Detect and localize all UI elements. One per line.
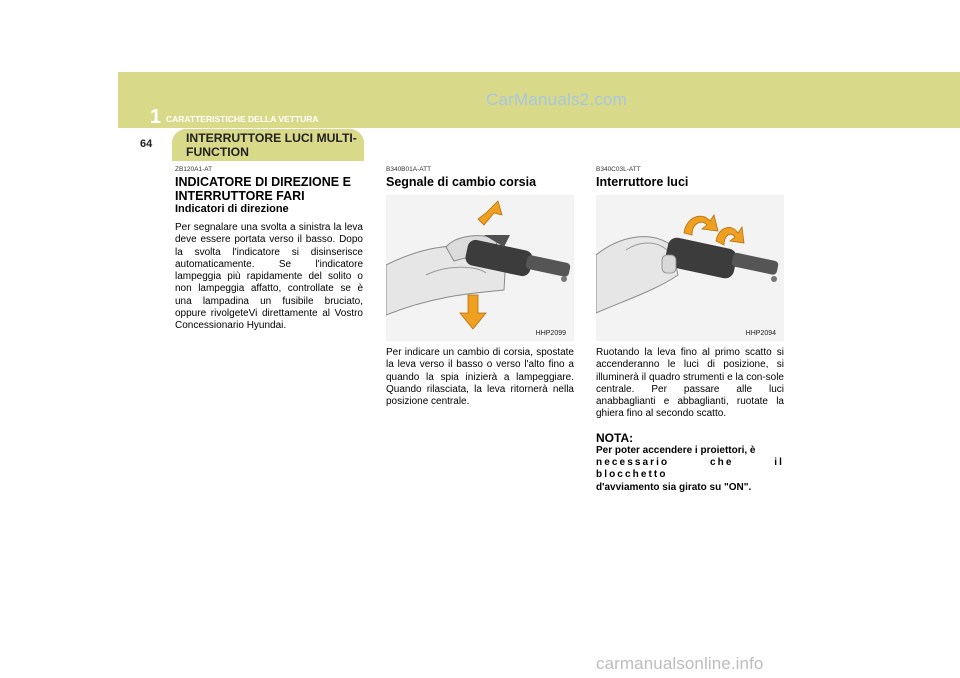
- chapter-number: 1: [150, 106, 162, 128]
- body-text: Per segnalare una svolta a sinistra la leva deve essere portata verso il basso. Dopo la svolta l'indicatore si disinserisce automaticamente. Se l'indicatore lampeggia più rapidamente del solito o non lampeggia affatto, controllate se è una lampadina un fusibile bruciato, oppure rivolgeteVi direttamente al Vostro Concessionario Hyundai.: [175, 222, 363, 332]
- section-title: INTERRUTTORE LUCI MULTI-FUNCTION: [186, 131, 357, 159]
- hand-rotating-stalk-illustration: [596, 195, 784, 341]
- subheading: Indicatori di direzione: [175, 203, 289, 215]
- note-text-line: necessario che il blocchetto: [596, 457, 784, 481]
- column-lane-change: [386, 166, 574, 408]
- image-label: HHP2094: [745, 330, 776, 337]
- heading: Segnale di cambio corsia: [386, 175, 537, 189]
- heading: Interruttore luci: [596, 175, 689, 189]
- heading: INDICATORE DI DIREZIONE E INTERRUTTORE FARI: [175, 175, 351, 203]
- watermark-top[interactable]: CarManuals2.com: [486, 90, 627, 109]
- stalk-rotation-illustration: [596, 195, 784, 341]
- note-text-line: Per poter accendere i proiettori, è: [596, 444, 756, 456]
- watermark-bottom[interactable]: carmanualsonline.info: [596, 654, 764, 673]
- column-turn-signals: [175, 166, 363, 333]
- hand-on-stalk-illustration: [386, 195, 574, 341]
- chapter-title: CARATTERISTICHE DELLA VETTURA: [166, 114, 319, 124]
- column-light-switch: [596, 166, 784, 494]
- image-label: HHP2099: [535, 330, 566, 337]
- body-text: Per indicare un cambio di corsia, spostate la leva verso il basso o verso l'alto fino a quando la spia inizierà a lampeggiare. Quando rilasciata, la leva ritornerà nella posizione centrale.: [386, 347, 574, 408]
- stalk-illustration: [386, 195, 574, 341]
- ref-code: B340C03L-ATT: [596, 166, 641, 173]
- ref-code: ZB120A1-AT: [175, 166, 213, 173]
- note-text-line: d'avviamento sia girato su "ON".: [596, 481, 752, 493]
- note-heading: NOTA:: [596, 430, 634, 445]
- page-number: 64: [140, 138, 153, 150]
- ref-code: B340B01A-ATT: [386, 166, 432, 173]
- body-text: Ruotando la leva fino al primo scatto si accenderanno le luci di posizione, si illuminerà il quadro strumenti e la con-sole centrale. Per passare alle luci anabbaglianti e abbaglianti, ruotate la ghiera fino al secondo scatto.: [596, 347, 784, 420]
